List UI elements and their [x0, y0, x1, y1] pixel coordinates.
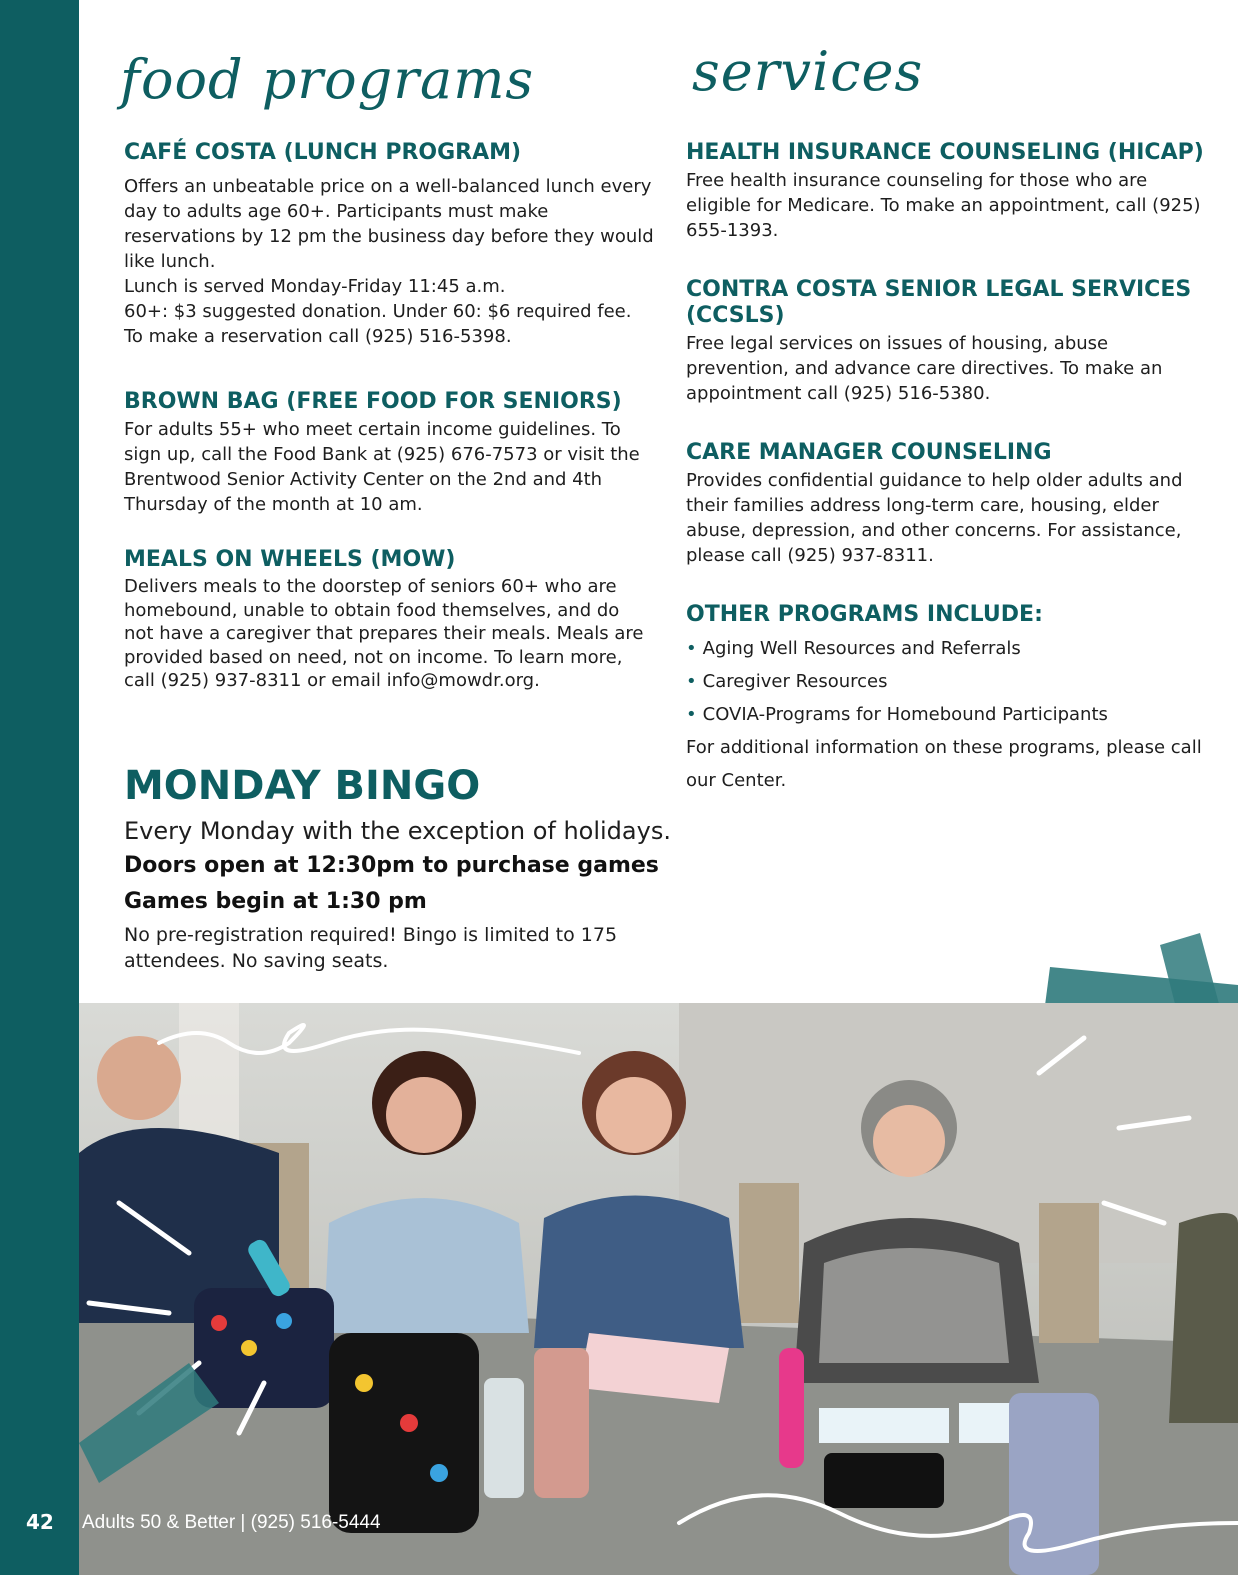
- monday-bingo-section: [124, 762, 724, 974]
- bingo-games-begin: Games begin at 1:30 pm: [124, 889, 427, 914]
- section-body: Free legal services on issues of housing, abuse prevention, and advance care directives. To make an appointment call (925) 516-5380.: [686, 333, 1163, 404]
- page-number: 42: [26, 1510, 54, 1534]
- section-body: Free health insurance counseling for those who are eligible for Medicare. To make an appointment, call (925) 655-1393.: [686, 170, 1201, 241]
- services-column: [686, 140, 1206, 797]
- other-programs-section: [686, 602, 1206, 797]
- section-title: HEALTH INSURANCE COUNSELING (HICAP): [686, 140, 1204, 165]
- section-body: Provides confidential guidance to help older adults and their families address long-term care, housing, elder abuse, depression, and other concerns. For assistance, please call (925) 937-8311.: [686, 470, 1183, 566]
- section-title: BROWN BAG (FREE FOOD FOR SENIORS): [124, 389, 622, 414]
- meals-on-wheels-section: [124, 547, 654, 693]
- other-programs-list: [686, 632, 1206, 731]
- list-item: • COVIA-Programs for Homebound Participants: [686, 704, 1108, 725]
- other-programs-note: For additional information on these programs, please call our Center.: [686, 737, 1202, 791]
- list-item: • Aging Well Resources and Referrals: [686, 638, 1021, 659]
- footer: [0, 1510, 700, 1540]
- section-title: CAFÉ COSTA (LUNCH PROGRAM): [124, 140, 522, 165]
- section-title: OTHER PROGRAMS INCLUDE:: [686, 602, 1043, 627]
- section-title: CARE MANAGER COUNSELING: [686, 440, 1052, 465]
- bingo-subtitle: Every Monday with the exception of holidays.: [124, 817, 671, 845]
- section-title: MEALS ON WHEELS (MOW): [124, 547, 456, 572]
- list-item: • Caregiver Resources: [686, 671, 888, 692]
- ccsls-section: [686, 277, 1206, 406]
- section-body: Delivers meals to the doorstep of seniors 60+ who are homebound, unable to obtain food themselves, and do not have a caregiver that prepares their meals. Meals are provided based on need, not on income. To learn more, call (925) 937-8311 or email info@mowdr.org.: [124, 576, 644, 691]
- bingo-title: MONDAY BINGO: [124, 763, 481, 809]
- food-programs-column: [124, 140, 654, 693]
- section-title: CONTRA COSTA SENIOR LEGAL SERVICES (CCSLS): [686, 277, 1192, 328]
- bingo-doors-open: Doors open at 12:30pm to purchase games: [124, 853, 659, 878]
- left-accent-bar: [0, 0, 79, 1575]
- food-programs-heading: food programs: [120, 48, 535, 111]
- section-body: Offers an unbeatable price on a well-balanced lunch every day to adults age 60+. Participants must make reservations by 12 pm the business day before they would like lunch. Lunch is served Monday-Friday 11:45 a.m. 60+: $3 suggested donation. Under 60: $6 required fee. To make a reservation call (925) 516-5398.: [124, 176, 654, 347]
- cafe-costa-section: [124, 140, 654, 349]
- care-manager-section: [686, 440, 1206, 568]
- services-heading: services: [692, 40, 924, 103]
- section-body: For adults 55+ who meet certain income guidelines. To sign up, call the Food Bank at (925) 676-7573 or visit the Brentwood Senior Activity Center on the 2nd and 4th Thursday of the month at 10 am.: [124, 419, 640, 515]
- bingo-note: No pre-registration required! Bingo is limited to 175 attendees. No saving seats.: [124, 924, 618, 972]
- brown-bag-section: [124, 389, 654, 517]
- hicap-section: [686, 140, 1206, 243]
- footer-text: Adults 50 & Better | (925) 516-5444: [82, 1512, 381, 1533]
- bingo-photo: [79, 1003, 1238, 1575]
